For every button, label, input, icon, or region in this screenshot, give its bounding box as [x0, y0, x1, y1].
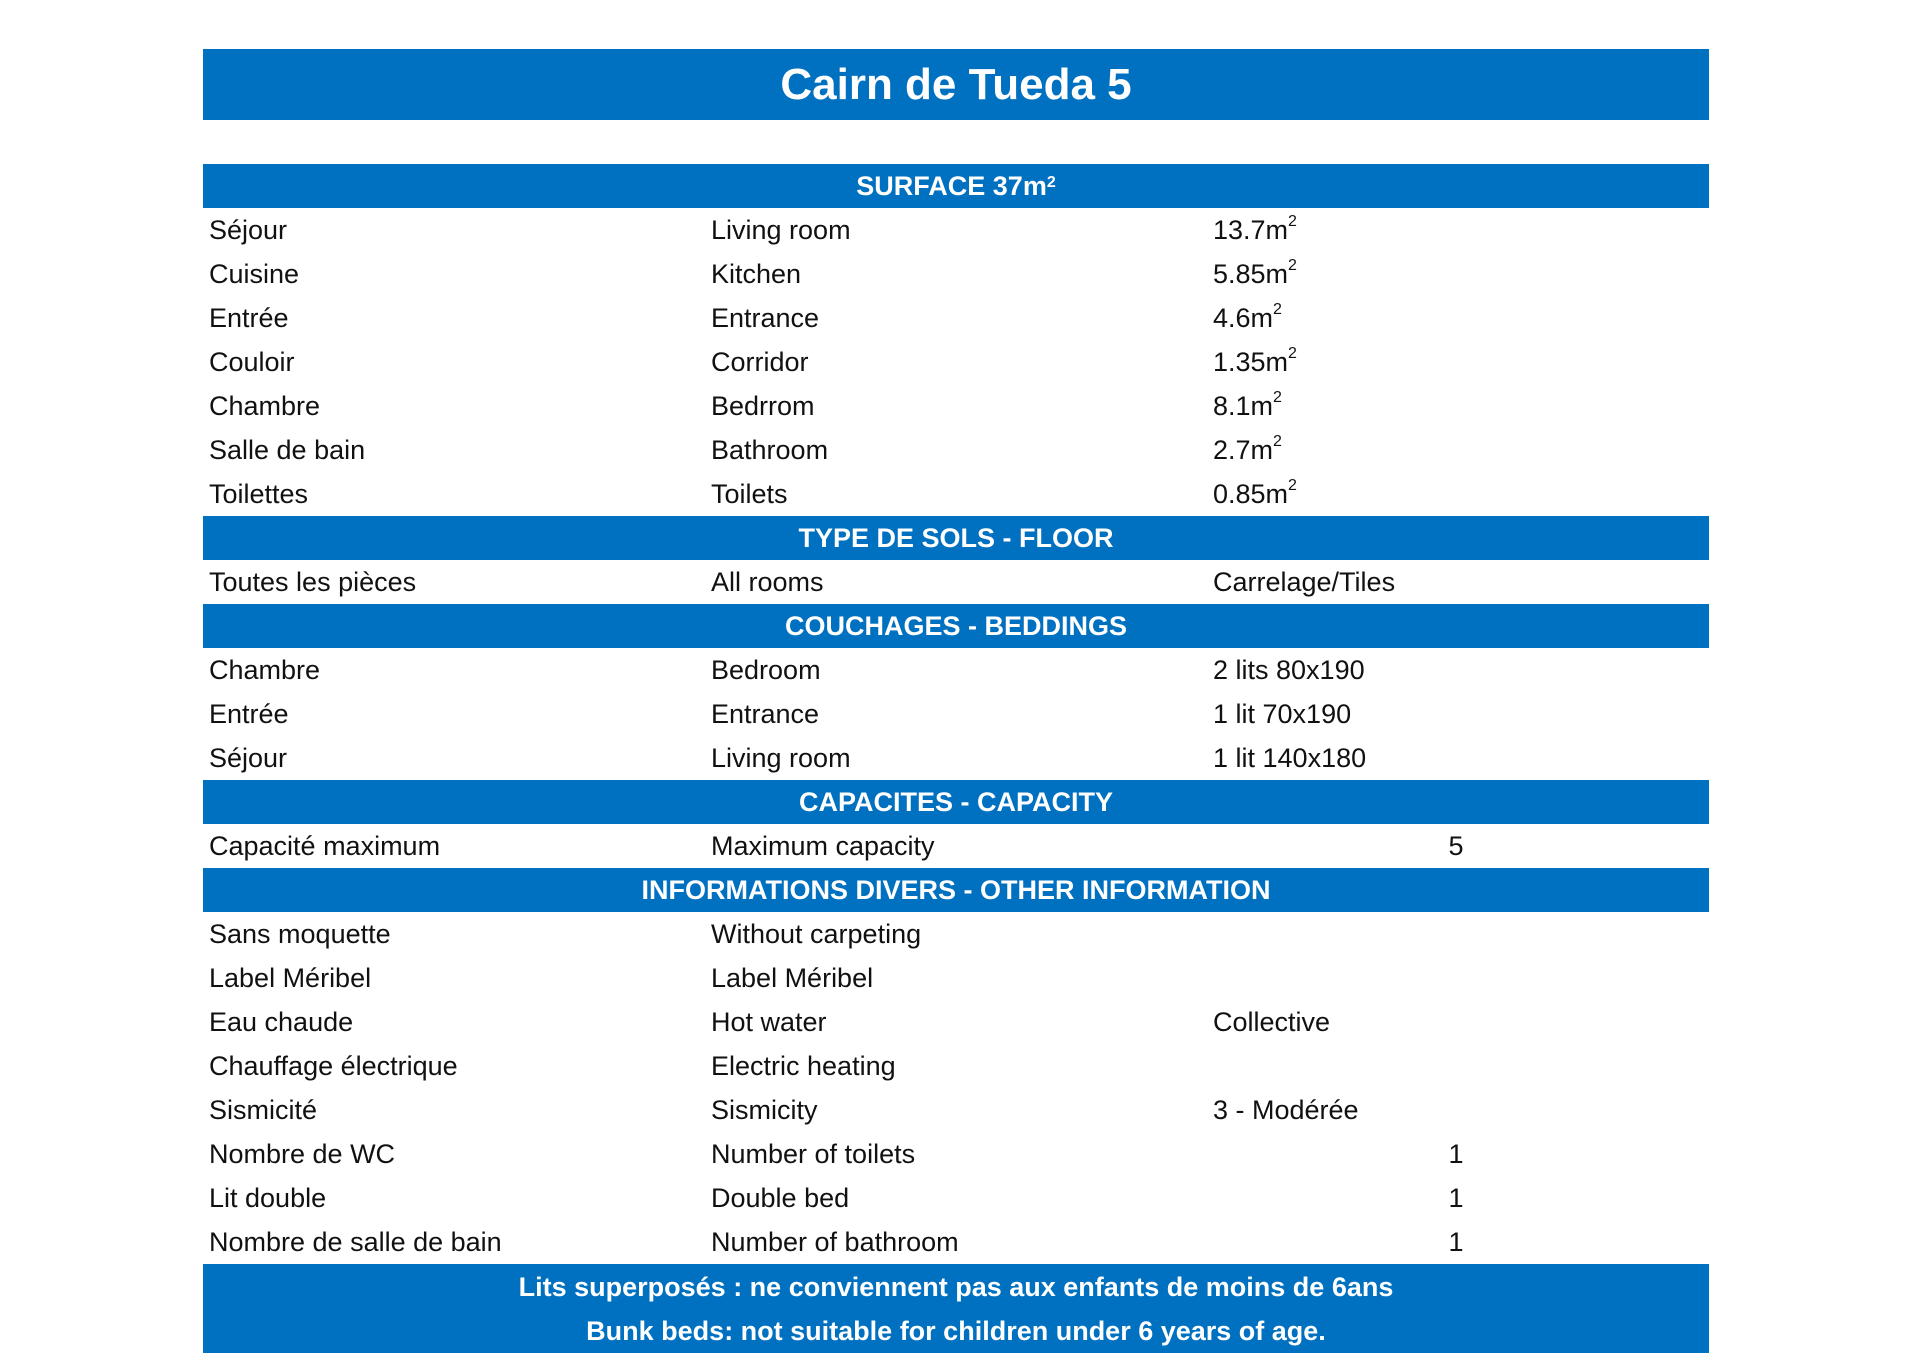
bunk-bed-notice-en: Bunk beds: not suitable for children under 6 years of age.: [586, 1315, 1326, 1346]
other-row-0: [203, 912, 1709, 956]
capacity-en: Maximum capacity: [711, 830, 935, 861]
surface-value: $13.7m^2$: [1213, 212, 1297, 245]
surface-en: Corridor: [711, 346, 809, 377]
surface-value: $8.1m^2$: [1213, 388, 1282, 421]
capacity-header-label: CAPACITES - CAPACITY: [798, 786, 1113, 817]
surface-en: Kitchen: [711, 258, 802, 289]
surface-fr: Séjour: [209, 214, 288, 245]
surface-en: Bedrrom: [711, 390, 815, 421]
surface-row-6: [203, 472, 1709, 516]
other-number-cell: [1447, 1227, 1709, 1258]
floor-fr: Toutes les pièces: [209, 566, 417, 597]
surface-header-label: SURFACE 37m: [856, 170, 1047, 201]
surface-fr: Entrée: [209, 302, 289, 333]
beddings-row-0: [203, 648, 1709, 692]
other-en: Number of bathroom: [711, 1226, 959, 1257]
beddings-fr: Entrée: [209, 698, 289, 729]
other-row-1: [203, 956, 1709, 1000]
other-row-2: [203, 1000, 1709, 1044]
other-en: Sismicity: [711, 1094, 818, 1125]
surface-row-5: [203, 428, 1709, 472]
other-fr: Chauffage électrique: [209, 1050, 458, 1081]
other-number: 1: [1448, 1226, 1464, 1257]
other-fr: Sans moquette: [209, 918, 391, 949]
other-fr: Label Méribel: [209, 962, 372, 993]
other-en: Without carpeting: [711, 918, 922, 949]
surface-fr: Toilettes: [209, 478, 309, 509]
beddings-fr: Séjour: [209, 742, 288, 773]
other-number-cell: [1447, 1139, 1709, 1170]
floor-row-0: [203, 560, 1709, 604]
surface-row-3: [203, 340, 1709, 384]
bunk-bed-notice: [203, 1264, 1709, 1353]
page-title: Cairn de Tueda 5: [780, 59, 1132, 109]
surface-value: $0.85m^2$: [1213, 476, 1297, 509]
floor-value: Carrelage/Tiles: [1213, 566, 1396, 597]
other-row-5: [203, 1132, 1709, 1176]
surface-row-1: [203, 252, 1709, 296]
capacity-number-cell: [1447, 831, 1709, 862]
other-row-3: [203, 1044, 1709, 1088]
other-number-cell: [1447, 1007, 1709, 1038]
other-fr: Eau chaude: [209, 1006, 354, 1037]
other-fr: Nombre de salle de bain: [209, 1226, 502, 1257]
capacity-section-header: [203, 780, 1709, 824]
other-number-cell: [1447, 1183, 1709, 1214]
surface-row-2: [203, 296, 1709, 340]
other-section-header: [203, 868, 1709, 912]
beddings-section-header: [203, 604, 1709, 648]
surface-value: $5.85m^2$: [1213, 256, 1297, 289]
property-sheet: [203, 49, 1709, 1353]
surface-fr: Chambre: [209, 390, 321, 421]
beddings-value: 1 lit 140x180: [1213, 742, 1367, 773]
surface-section-header: SURFACE 37m $^2$: [203, 164, 1709, 208]
other-number-cell: [1447, 1095, 1709, 1126]
other-value: Collective: [1213, 1006, 1331, 1037]
surface-fr: Cuisine: [209, 258, 300, 289]
other-en: Hot water: [711, 1006, 827, 1037]
surface-value: $2.7m^2$: [1213, 432, 1282, 465]
other-number: 1: [1448, 1138, 1464, 1169]
beddings-row-1: [203, 692, 1709, 736]
capacity-fr: Capacité maximum: [209, 830, 441, 861]
floor-en: All rooms: [711, 566, 824, 597]
beddings-en: Bedroom: [711, 654, 821, 685]
surface-fr: Salle de bain: [209, 434, 366, 465]
beddings-value: 2 lits 80x190: [1213, 654, 1365, 685]
capacity-row-0: [203, 824, 1709, 868]
other-row-4: [203, 1088, 1709, 1132]
floor-section-header: [203, 516, 1709, 560]
surface-rows: [203, 208, 1709, 516]
surface-value: $1.35m^2$: [1213, 344, 1297, 377]
other-en: Electric heating: [711, 1050, 896, 1081]
surface-en: Toilets: [711, 478, 788, 509]
other-en: Number of toilets: [711, 1138, 916, 1169]
other-fr: Sismicité: [209, 1094, 318, 1125]
surface-en: Entrance: [711, 302, 820, 333]
page-title-bar: [203, 49, 1709, 120]
other-row-7: [203, 1220, 1709, 1264]
other-en: Label Méribel: [711, 962, 874, 993]
beddings-en: Living room: [711, 742, 851, 773]
other-header-label: INFORMATIONS DIVERS - OTHER INFORMATION: [641, 874, 1271, 905]
surface-fr: Couloir: [209, 346, 295, 377]
other-row-6: [203, 1176, 1709, 1220]
other-number-cell: [1447, 1051, 1709, 1082]
other-value: 3 - Modérée: [1213, 1094, 1359, 1125]
surface-value: $4.6m^2$: [1213, 300, 1282, 333]
other-fr: Nombre de WC: [209, 1138, 396, 1169]
other-fr: Lit double: [209, 1182, 327, 1213]
beddings-header-label: COUCHAGES - BEDDINGS: [784, 610, 1128, 641]
beddings-fr: Chambre: [209, 654, 321, 685]
other-number-cell: [1447, 963, 1709, 994]
other-number-cell: [1447, 919, 1709, 950]
beddings-value: 1 lit 70x190: [1213, 698, 1352, 729]
surface-row-4: [203, 384, 1709, 428]
beddings-en: Entrance: [711, 698, 820, 729]
surface-en: Living room: [711, 214, 851, 245]
other-number: 1: [1448, 1182, 1464, 1213]
bunk-bed-notice-fr: Lits superposés : ne conviennent pas aux enfants de moins de 6ans: [518, 1271, 1394, 1302]
beddings-row-2: [203, 736, 1709, 780]
surface-row-0: [203, 208, 1709, 252]
floor-header-label: TYPE DE SOLS - FLOOR: [798, 522, 1114, 553]
capacity-number: 5: [1448, 830, 1464, 861]
surface-en: Bathroom: [711, 434, 829, 465]
other-en: Double bed: [711, 1182, 850, 1213]
